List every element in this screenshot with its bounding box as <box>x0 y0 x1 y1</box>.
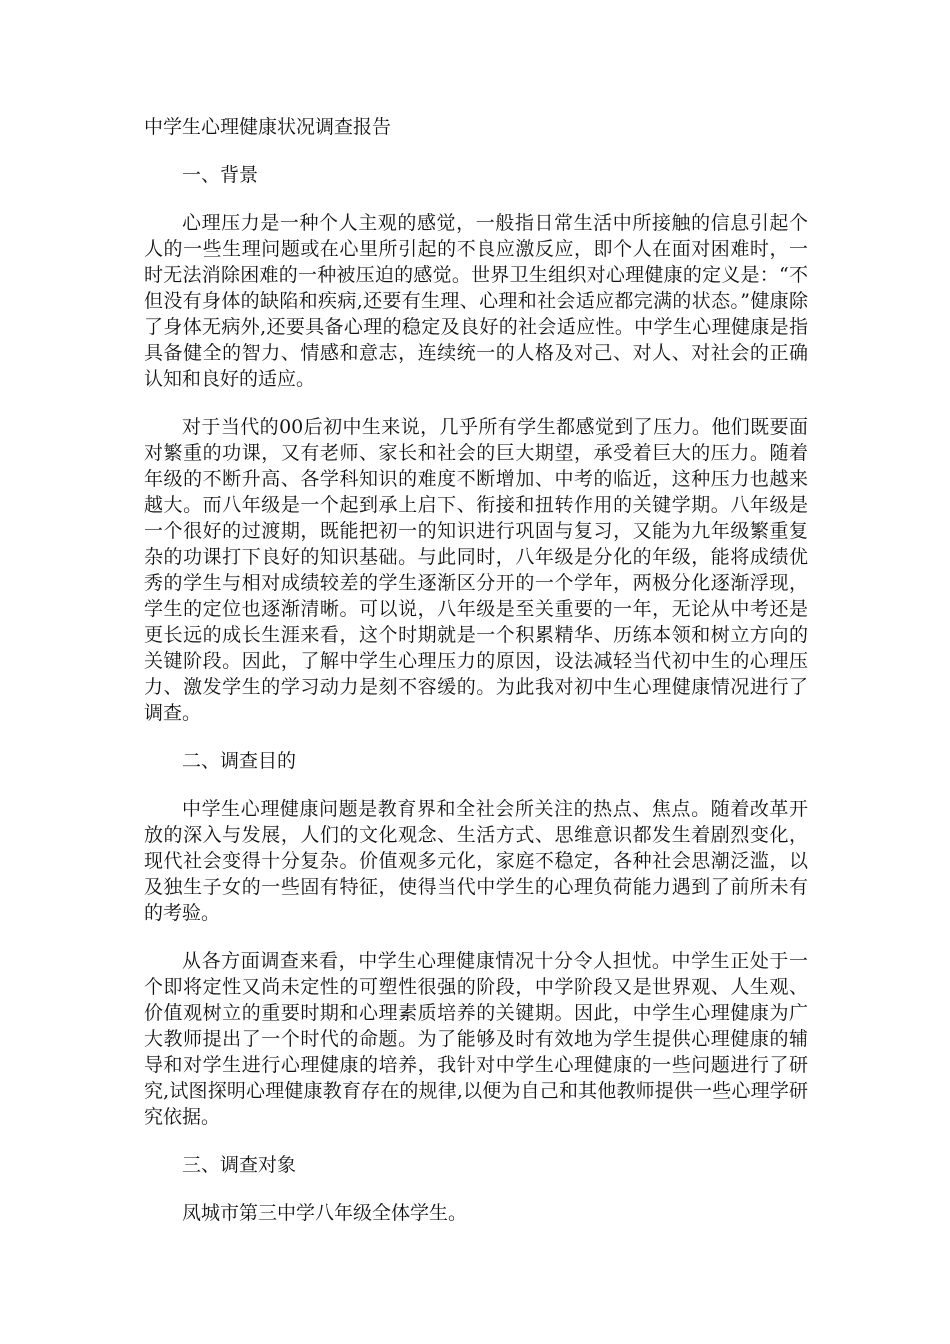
paragraph: 中学生心理健康问题是教育界和全社会所关注的热点、焦点。随着改革开放的深入与发展，人们的文化观念、生活方式、思维意识都发生着剧烈变化，现代社会变得十分复杂。价值观多元化，家庭不稳定，各种社会思潮泛滥，以及独生子女的一些固有特征，使得当代中学生的心理负荷能力遇到了前所未有的考验。 <box>144 798 808 924</box>
paragraph: 对于当代的00后初中生来说，几乎所有学生都感觉到了压力。他们既要面对繁重的功课，又有老师、家长和社会的巨大期望，承受着巨大的压力。随着年级的不断升高、各学科知识的难度不断增加、中考的临近，这种压力也越来越大。而八年级是一个起到承上启下、衔接和扭转作用的关键学期。八年级是一个很好的过渡期，既能把初一的知识进行巩固与复习，又能为九年级繁重复杂的功课打下良好的知识基础。与此同时，八年级是分化的年级，能将成绩优秀的学生与相对成绩较差的学生逐渐区分开的一个学年，两极分化逐渐浮现，学生的定位也逐渐清晰。可以说，八年级是至关重要的一年，无论从中考还是更长远的成长生涯来看，这个时期就是一个积累精华、历练本领和树立方向的关键阶段。因此，了解中学生心理压力的原因，设法减轻当代初中生的心理压力、激发学生的学习动力是刻不容缓的。为此我对初中生心理健康情况进行了调查。 <box>144 416 808 724</box>
document-title: 中学生心理健康状况调查报告 <box>144 116 392 138</box>
section-purpose <box>144 748 808 1130</box>
section-background <box>144 162 808 726</box>
section-subjects <box>144 1152 808 1226</box>
section-heading: 二、调查目的 <box>182 750 297 772</box>
section-heading: 三、调查对象 <box>182 1154 297 1176</box>
section-heading: 一、背景 <box>182 164 259 186</box>
document-body <box>144 114 808 1248</box>
paragraph: 从各方面调查来看，中学生心理健康情况十分令人担忧。中学生正处于一个即将定性又尚未定性的可塑性很强的阶段，中学阶段又是世界观、人生观、价值观树立的重要时期和心理素质培养的关键期。因此，中学生心理健康为广大教师提出了一个时代的命题。为了能够及时有效地为学生提供心理健康的辅导和对学生进行心理健康的培养，我针对中学生心理健康的一些问题进行了研究,试图探明心理健康教育存在的规律,以便为自己和其他教师提供一些心理学研究依据。 <box>144 950 808 1128</box>
paragraph: 心理压力是一种个人主观的感觉，一般指日常生活中所接触的信息引起个人的一些生理问题或在心里所引起的不良应激反应，即个人在面对困难时，一时无法消除困难的一种被压迫的感觉。世界卫生组织对心理健康的定义是：“不但没有身体的缺陷和疾病,还要有生理、心理和社会适应都完满的状态。”健康除了身体无病外,还要具备心理的稳定及良好的社会适应性。中学生心理健康是指具备健全的智力、情感和意志，连续统一的人格及对己、对人、对社会的正确认知和良好的适应。 <box>144 212 808 390</box>
paragraph: 凤城市第三中学八年级全体学生。 <box>182 1202 468 1224</box>
